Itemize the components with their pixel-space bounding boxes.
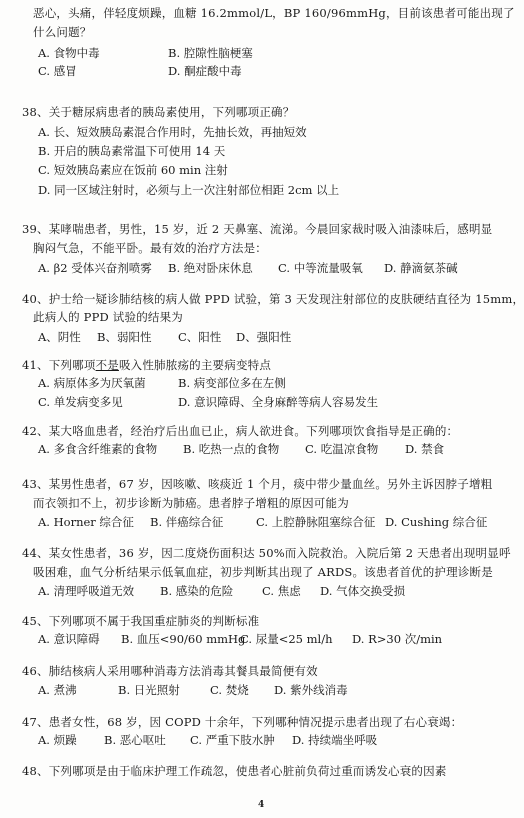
q43-option-b: B. 伴癌综合征 — [150, 515, 224, 529]
q44-option-d: D. 气体交换受损 — [320, 584, 406, 598]
q37-option-c: C. 感冒 — [38, 64, 77, 78]
q45-option-b: B. 血压<90/60 mmHg — [121, 632, 246, 646]
q38-option-b: B. 开启的胰岛素常温下可使用 14 天 — [38, 144, 226, 158]
q39-stem-line1: 39、某哮喘患者，男性，15 岁，近 2 天鼻塞、流涕。今晨回家裁时吸入油漆味后，感明显 — [22, 222, 493, 236]
q37-option-b: B. 腔隙性脑梗塞 — [168, 46, 253, 60]
q44-option-c: C. 焦虑 — [262, 584, 301, 598]
q37-option-d: D. 酮症酸中毒 — [168, 64, 242, 78]
q39-option-b: B. 绝对卧床休息 — [168, 261, 253, 275]
q42-option-b: B. 吃热一点的食物 — [183, 442, 280, 456]
q47-stem: 47、患者女性，68 岁，因 COPD 十余年，下列哪种情况提示患者出现了右心衰竭： — [22, 715, 463, 729]
q47-option-b: B. 恶心呕吐 — [104, 733, 166, 747]
q45-option-a: A. 意识障碍 — [38, 632, 100, 646]
q39-option-d: D. 静滴氨茶碱 — [384, 261, 458, 275]
q39-stem-line2: 胸闷气急，不能平卧。最有效的治疗方法是： — [33, 241, 267, 255]
q45-option-c: C. 尿量<25 ml/h — [240, 632, 333, 646]
q47-option-a: A. 烦躁 — [38, 733, 77, 747]
q48-stem: 48、下列哪项是由于临床护理工作疏忽，使患者心脏前负荷过重而诱发心衰的因素 — [22, 764, 447, 778]
q42-option-d: D. 禁食 — [405, 442, 445, 456]
q43-option-d: D. Cushing 综合征 — [385, 515, 488, 529]
q40-option-a: A、阴性 — [38, 330, 81, 344]
q41-option-b: B. 病变部位多在左侧 — [178, 376, 286, 390]
q46-stem: 46、肺结核病人采用哪种消毒方法消毒其餐具最简便有效 — [22, 664, 318, 678]
q41-option-c: C. 单发病变多见 — [38, 395, 123, 409]
q41-option-a: A. 病原体多为厌氧菌 — [38, 376, 146, 390]
q40-option-c: C、阳性 — [178, 330, 222, 344]
q43-option-c: C. 上腔静脉阻塞综合征 — [256, 515, 376, 529]
q41-stem-prefix: 41、下列哪项 — [22, 358, 96, 372]
q38-option-d: D. 同一区域注射时，必须与上一次注射部位相距 2cm 以上 — [38, 183, 340, 197]
q42-option-c: C. 吃温凉食物 — [305, 442, 379, 456]
q45-stem: 45、下列哪项不属于我国重症肺炎的判断标准 — [22, 614, 260, 628]
q46-option-d: D. 紫外线消毒 — [274, 683, 348, 697]
q47-option-d: D. 持续端坐呼吸 — [292, 733, 378, 747]
q43-option-a: A. Horner 综合征 — [38, 515, 134, 529]
q38-option-a: A. 长、短效胰岛素混合作用时，先抽长效，再抽短效 — [38, 125, 307, 139]
q43-stem-line1: 43、某男性患者，67 岁，因咳嗽、咳痰近 1 个月，痰中带少量血丝。另外主诉因脖子增粗 — [22, 477, 493, 491]
q41-option-d: D. 意识障碍、全身麻醉等病人容易发生 — [178, 395, 379, 409]
q45-option-d: D. R>30 次/min — [352, 632, 443, 646]
q37-stem-line2: 什么问题？ — [33, 25, 92, 39]
q41-stem-suffix: 吸入性肺脓疡的主要病变特点 — [118, 358, 272, 372]
q44-stem-line2: 吸困难，血气分析结果示低氧血症，初步判断其出现了 ARDS。该患者首优的护理诊断是 — [33, 565, 493, 579]
q39-option-a: A. β2 受体兴奋剂喷雾 — [38, 261, 152, 275]
q38-option-c: C. 短效胰岛素应在饭前 60 min 注射 — [38, 163, 228, 177]
q42-stem: 42、某大咯血患者，经治疗后出血已止，病人欲进食。下列哪项饮食指导是正确的： — [22, 424, 459, 438]
q37-option-a: A. 食物中毒 — [38, 46, 100, 60]
q40-option-b: B、弱阳性 — [97, 330, 152, 344]
q46-option-c: C. 焚烧 — [210, 683, 249, 697]
page-number: 4 — [258, 800, 265, 810]
q41-stem-emphasis: 不是 — [95, 358, 119, 372]
q47-option-c: C. 严重下肢水肿 — [190, 733, 275, 747]
q43-stem-line2: 而衣领扣不上，初步诊断为肺癌。患者脖子增粗的原因可能为 — [33, 496, 349, 510]
q46-option-b: B. 日光照射 — [118, 683, 180, 697]
q39-option-c: C. 中等流量吸氧 — [278, 261, 363, 275]
q44-stem-line1: 44、某女性患者，36 岁，因二度烧伤面积达 50%而入院救治。入院后第 2 天患者出现明显呼 — [22, 546, 511, 560]
q38-stem: 38、关于糖尿病患者的胰岛素使用，下列哪项正确？ — [22, 105, 295, 119]
q46-option-a: A. 煮沸 — [38, 683, 77, 697]
q40-option-d: D、强阳性 — [236, 330, 292, 344]
q44-option-a: A. 清理呼吸道无效 — [38, 584, 135, 598]
q40-stem-line1: 40、护士给一疑诊肺结核的病人做 PPD 试验，第 3 天发现注射部位的皮肤硬结直径为 15mm， — [22, 292, 524, 306]
q41-stem — [22, 358, 271, 372]
q42-option-a: A. 多食含纤维素的食物 — [38, 442, 158, 456]
q40-stem-line2: 此病人的 PPD 试验的结果为 — [33, 310, 184, 324]
q37-stem-line1: 恶心，头痛，伴轻度烦躁，血糖 16.2mmol/L，BP 160/96mmHg，目前该患者可能出现了 — [33, 6, 515, 20]
q44-option-b: B. 感染的危险 — [160, 584, 234, 598]
